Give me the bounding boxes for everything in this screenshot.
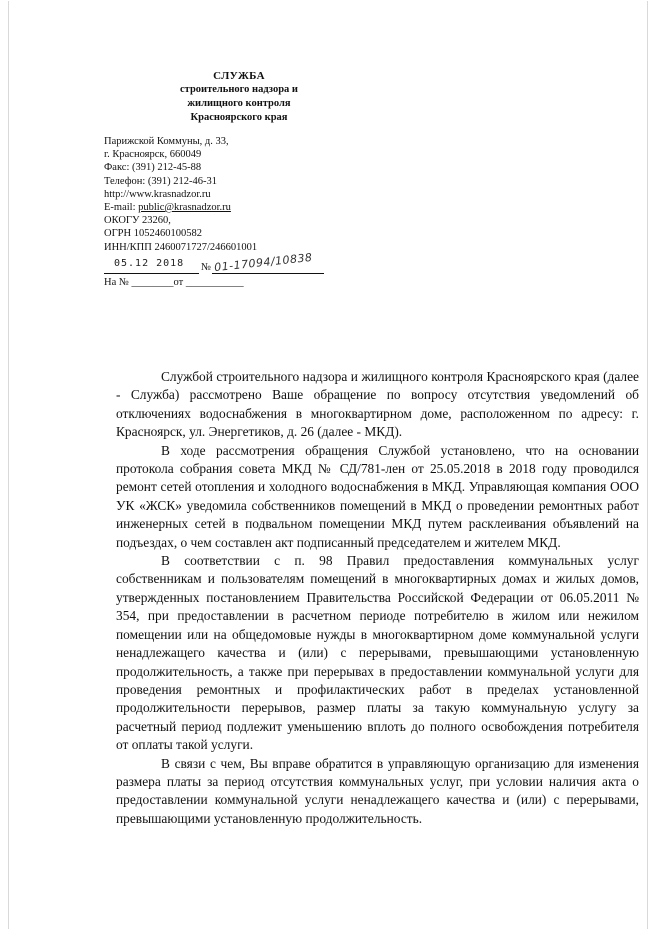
handwritten-number: 01-17094/10838 — [213, 250, 314, 275]
letter-body — [116, 368, 639, 828]
agency-name: СЛУЖБА — [213, 70, 265, 82]
inn-line: ИНН/КПП 2460071727/246601001 — [104, 241, 258, 253]
fax-line: Факс: (391) 212-45-88 — [104, 162, 202, 174]
number-sign: № — [201, 262, 212, 273]
okogu-line: ОКОГУ 23260, — [104, 215, 171, 227]
website-link[interactable]: http://www.krasnadzor.ru — [104, 188, 211, 200]
paragraph-2: В ходе рассмотрения обращения Службой установлено, что на основании протокола собрания совета МКД № СД/781-лен от 25.05.2018 в 2018 году проводился ремонт сетей отопления и холодного водоснабжения в МКД. Управляющая компания ООО УК «ЖСК» уведомила собственников помещений в МКД о проведении ремонтных работ инженерных сетей в подвальном помещении МКД путем расклеивания объявлений на подъездах, о чем составлен акт подписанный председателем и жителем МКД. — [116, 442, 639, 550]
phone-line: Телефон: (391) 212-46-31 — [104, 175, 218, 187]
paragraph-3: В соответствии с п. 98 Правил предоставления коммунальных услуг собственникам и пользователям помещений в многоквартирных домах и жилых домов, утвержденных постановлением Правительства Российской Федерации от 06.05.2011 № 354, при предоставлении в расчетном периоде потребителю в жилом или нежилом помещении или на общедомовые нужды в многоквартирном доме коммунальной услуги ненадлежащего качества и (или) с перерывами, превышающими установленную продолжительность, а также при перерывах в предоставлении коммунальной услуги для проведения ремонтных и профилактических работ в пределах установленной продолжительности перерывов, размер платы за такую коммунальную услугу за расчетный период подлежит уменьшению вплоть до полного освобождения потребителя от оплаты такой услуги. — [116, 553, 639, 753]
paragraph-4: В связи с чем, Вы вправе обратится в управляющую организацию для изменения размера платы за период отсутствия коммунальных услуг, при условии наличия акта о предоставлении коммунальной услуги ненадлежащего качества и (или) с перерывами, превышающими установленную продолжительность. — [116, 755, 639, 826]
email-link[interactable]: public@krasnadzor.ru — [138, 202, 231, 214]
date-underline — [104, 273, 199, 274]
agency-line-4: Красноярского края — [190, 112, 288, 123]
stamp-date: 05.12 2018 — [114, 258, 185, 269]
email-label: E-mail: — [104, 202, 139, 214]
agency-header — [129, 69, 349, 125]
ogrn-line: ОГРН 1052460100582 — [104, 228, 202, 240]
agency-line-3: жилищного контроля — [187, 98, 291, 109]
paragraph-1: Службой строительного надзора и жилищного контроля Красноярского края (далее - Служба) рассмотрено Ваше обращение по вопросу отсутствия уведомлений об отключениях водоснабжения в многоквартирном доме, расположенном по адресу: г. Красноярск, ул. Энергетиков, д. 26 (далее - МКД). — [116, 369, 639, 440]
reply-reference-line: На № ________от ___________ — [104, 277, 244, 288]
address-line-2: г. Красноярск, 660049 — [104, 149, 202, 161]
agency-line-2: строительного надзора и — [180, 84, 298, 95]
number-underline — [212, 273, 324, 274]
document-page — [8, 1, 648, 929]
registration-stamp — [104, 250, 324, 278]
address-line-1: Парижской Коммуны, д. 33, — [104, 136, 229, 147]
email-line — [104, 201, 257, 214]
contact-block — [104, 135, 257, 254]
